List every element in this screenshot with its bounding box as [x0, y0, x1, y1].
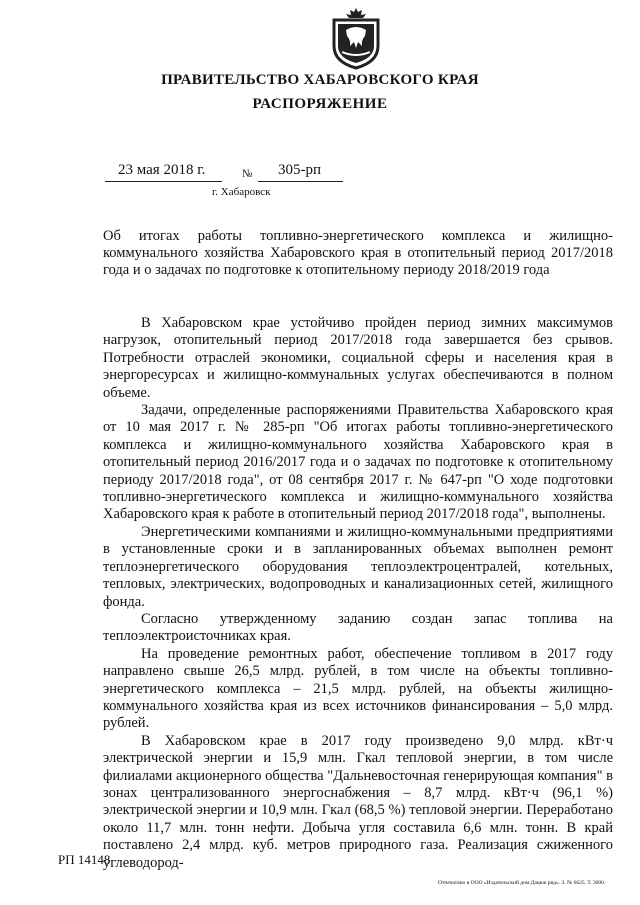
city: г. Хабаровск [212, 186, 271, 198]
document-date: 23 мая 2018 г. [118, 162, 206, 178]
date-underline [105, 181, 222, 182]
document-body [103, 315, 613, 872]
paragraph: В Хабаровском крае устойчиво пройден период зимних максимумов нагрузок, отопительный период 2017/2018 года завершается без срывов. Потребности отраслей экономики, социальной сферы и населения края в энергоресурсах и жилищно-коммунальных услугах обеспечиваются в полном объеме. [103, 315, 613, 401]
paragraph: Энергетическими компаниями и жилищно-коммунальными предприятиями в установленные сроки и в запланированных объемах выполнен ремонт теплоэнергетического оборудования теплоэлектроцентралей, котельных, тепловых, электрических, водопроводных и канализационных сетей, жилищного фонда. [103, 523, 613, 610]
document-number: 305-рп [278, 162, 322, 178]
government-title: ПРАВИТЕЛЬСТВО ХАБАРОВСКОГО КРАЯ [161, 72, 479, 88]
number-underline [258, 181, 343, 182]
paragraph: Задачи, определенные распоряжениями Правительства Хабаровского края от 10 мая 2017 г. № 285-рп "Об итогах работы топливно-энергетического комплекса и жилищно-коммунального хозяйства Хабаровского края в отопительный период 2016/2017 года и о задачах по подготовке к отопительному периоду 2017/2018 года", от 08 сентября 2017 г. № 647-рп "О ходе подготовки топливно-энергетического комплекса и жилищно-коммунального хозяйства Хабаровского края к работе в отопительный период 2017/2018 года", выполнены. [103, 402, 613, 523]
coat-of-arms-icon [328, 6, 384, 70]
document-code: РП 14148 [58, 852, 111, 867]
printer-note: Отпечатано в ООО «Издательский дом Дацюк ряд». З. № 6625. Т. 3000. [438, 880, 606, 886]
paragraph: На проведение ремонтных работ, обеспечение топливом в 2017 году направлено свыше 26,5 млрд. рублей, в том числе на объекты топливно-энергетического комплекса – 21,5 млрд. рублей, на объекты жилищно-коммунального хозяйства края из всех источников финансирования – 5,0 млрд. рублей. [103, 645, 613, 732]
number-label: № [242, 168, 253, 180]
paragraph: Согласно утвержденному заданию создан запас топлива на теплоэлектроисточниках края. [103, 610, 613, 645]
document-type: РАСПОРЯЖЕНИЕ [252, 96, 388, 112]
document-subject: Об итогах работы топливно-энергетического комплекса и жилищно-коммунального хозяйства Хабаровского края в отопительный период 2017/2018 года и о задачах по подготовке к отопительному периоду 2018/2019 года [103, 228, 613, 278]
paragraph: В Хабаровском крае в 2017 году произведено 9,0 млрд. кВт·ч электрической энергии и 15,9 млн. Гкал тепловой энергии, в том числе филиалами акционерного общества "Дальневосточная генерирующая компания" в зонах централизованного энергоснабжения – 8,7 млрд. кВт·ч (96,1 %) электрической энергии и 10,9 млн. Гкал (68,5 %) тепловой энергии. Переработано около 11,7 млн. тонн нефти. Добыча угля составила 6,6 млн. тонн. В край поставлено 2,4 млрд. куб. метров природного газа. Реализация сжиженного углеводород- [103, 732, 613, 871]
